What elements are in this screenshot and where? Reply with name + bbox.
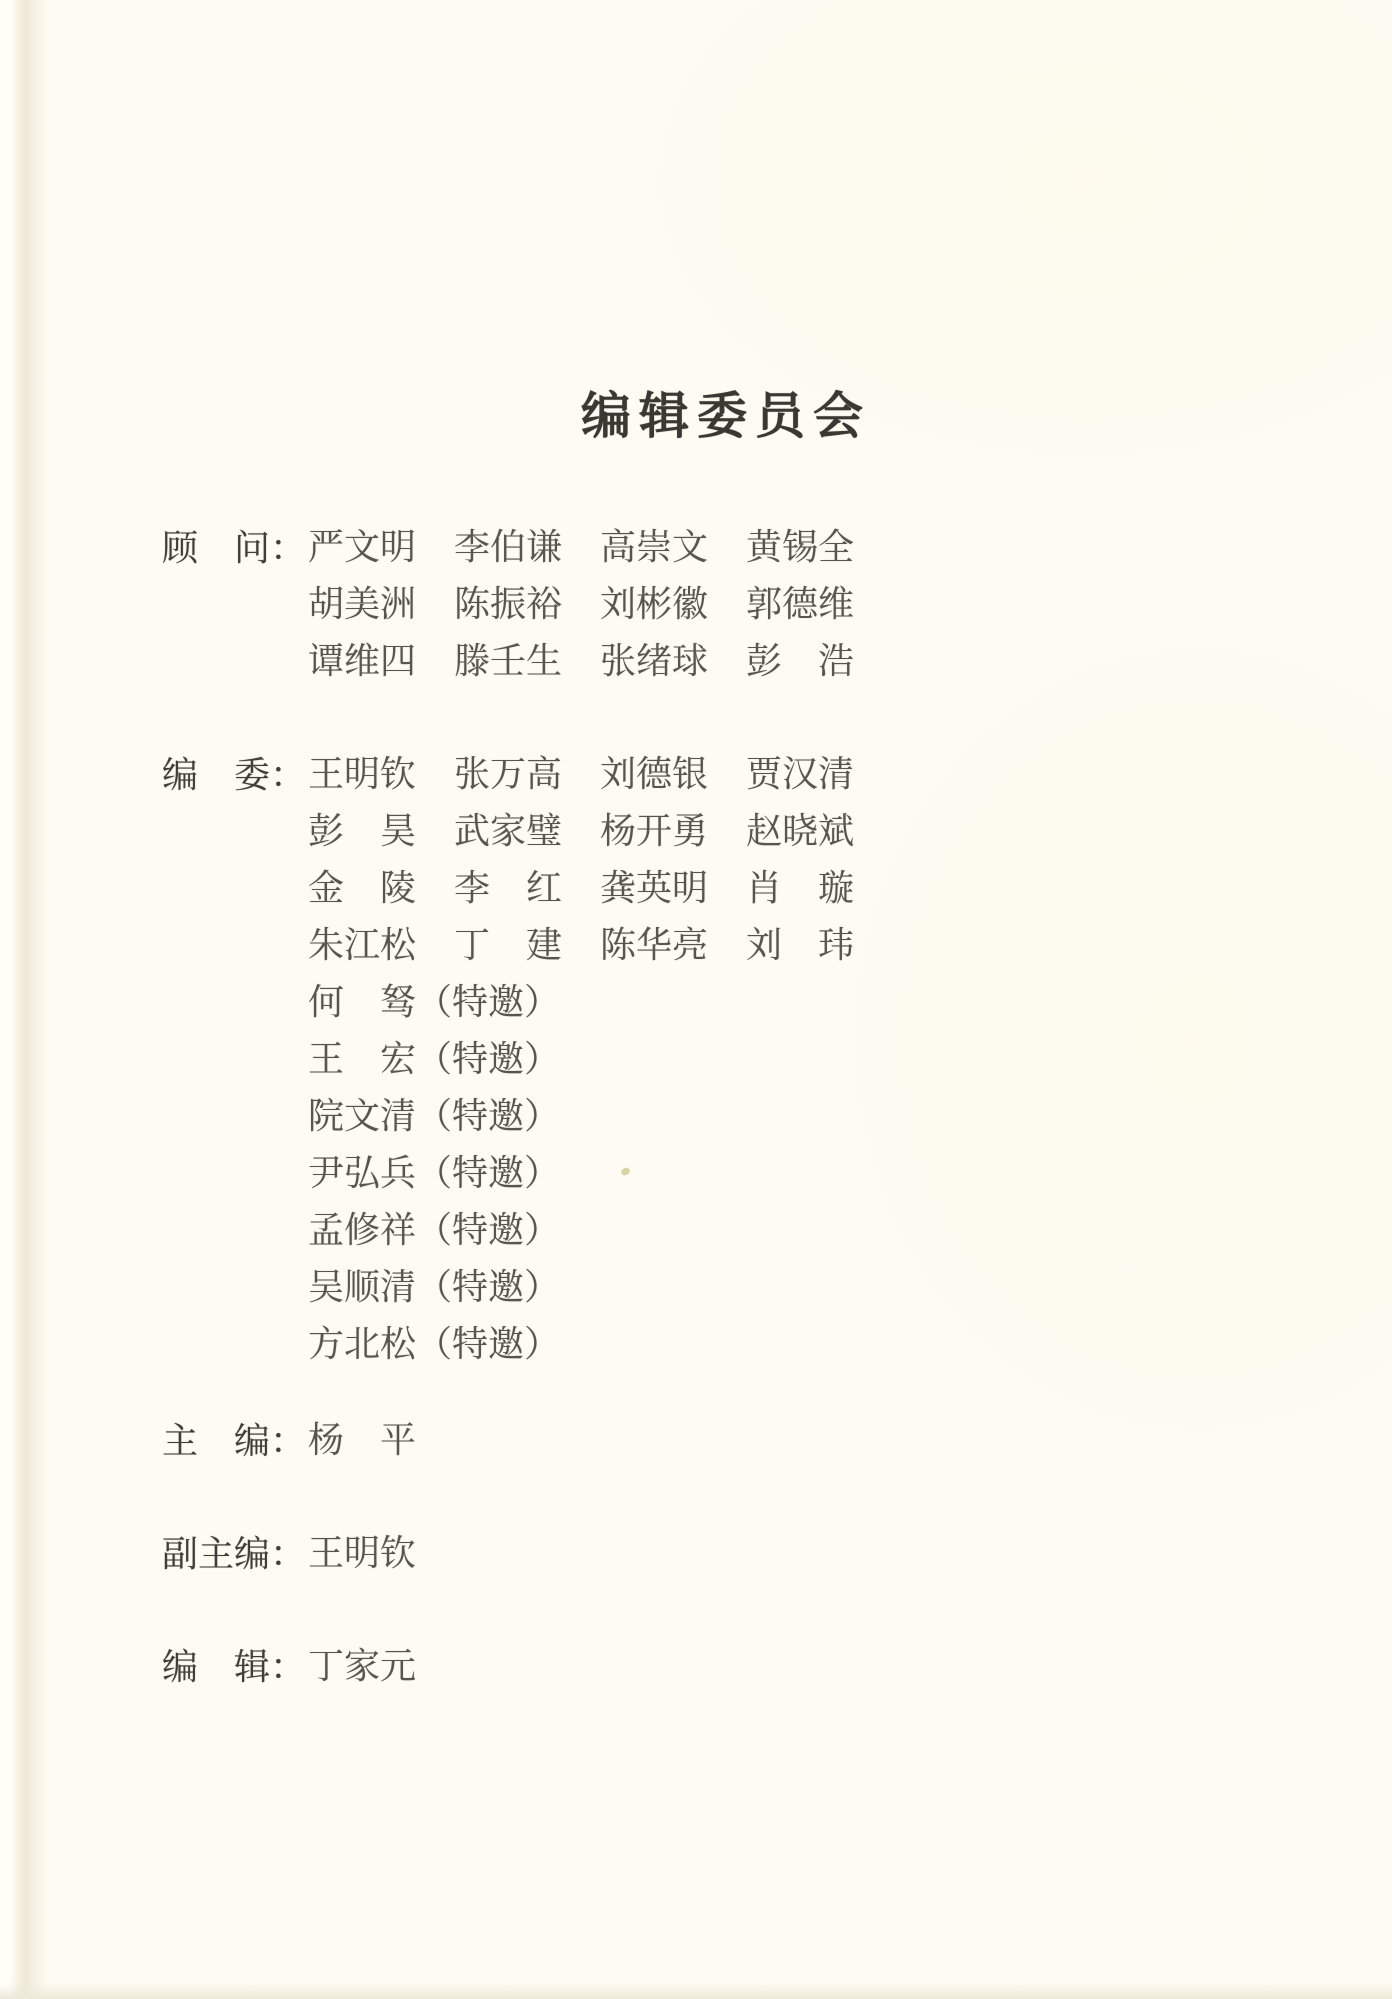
invited-member-row	[162, 1145, 892, 1202]
person-name: 李 红	[454, 868, 563, 908]
invited-member: 孟修祥（特邀）	[308, 1210, 561, 1250]
person-name: 陈华亮	[600, 925, 709, 965]
deputy-chief-editor-row	[162, 1525, 416, 1582]
advisors-row	[162, 519, 892, 576]
invited-member: 尹弘兵（特邀）	[308, 1153, 561, 1193]
editor-label: 编 辑：	[162, 1646, 307, 1687]
invited-member: 王 宏（特邀）	[308, 1039, 561, 1079]
person-name: 高崇文	[600, 527, 709, 567]
person-name: 严文明	[308, 527, 417, 567]
invited-member-row	[162, 1088, 892, 1145]
page-bottom-edge-shadow	[0, 1983, 1392, 1999]
person-name: 武家璧	[454, 811, 563, 851]
advisors-row	[162, 633, 892, 690]
editorial-board-row	[162, 746, 892, 803]
deputy-chief-editor-label: 副主编：	[162, 1533, 307, 1574]
person-name: 张万高	[454, 754, 563, 794]
person-name: 赵晓斌	[746, 811, 855, 851]
editorial-board-row	[162, 803, 892, 860]
person-name: 刘 玮	[746, 925, 855, 965]
advisors-section	[162, 519, 892, 690]
invited-member-row	[162, 1316, 892, 1373]
person-name: 龚英明	[600, 868, 709, 908]
person-name: 刘彬徽	[600, 584, 709, 624]
person-name: 刘德银	[600, 754, 709, 794]
person-name: 张绪球	[600, 641, 709, 681]
person-name: 丁家元	[308, 1646, 417, 1686]
editorial-board-row	[162, 860, 892, 917]
person-name: 王明钦	[308, 754, 417, 794]
editorial-board-section	[162, 746, 892, 1373]
page-title: 编辑委员会	[581, 388, 871, 444]
editorial-board-label: 编 委：	[162, 754, 307, 795]
person-name: 胡美洲	[308, 584, 417, 624]
person-name: 郭德维	[746, 584, 855, 624]
person-name: 李伯谦	[454, 527, 563, 567]
person-name: 贾汉清	[746, 754, 855, 794]
person-name: 肖 璇	[746, 868, 855, 908]
invited-member-row	[162, 974, 892, 1031]
invited-member-row	[162, 1202, 892, 1259]
editorial-board-row	[162, 917, 892, 974]
editor-row	[162, 1638, 416, 1695]
invited-member: 方北松（特邀）	[308, 1324, 561, 1364]
invited-member-row	[162, 1031, 892, 1088]
roles-section	[162, 1412, 416, 1751]
person-name: 彭 昊	[308, 811, 417, 851]
person-name: 陈振裕	[454, 584, 563, 624]
advisors-row	[162, 576, 892, 633]
person-name: 杨开勇	[600, 811, 709, 851]
person-name: 朱江松	[308, 925, 417, 965]
person-name: 金 陵	[308, 868, 417, 908]
advisors-label: 顾 问：	[162, 527, 307, 568]
person-name: 黄锡全	[746, 527, 855, 567]
invited-member: 吴顺清（特邀）	[308, 1267, 561, 1307]
person-name: 彭 浩	[746, 641, 855, 681]
chief-editor-label: 主 编：	[162, 1420, 307, 1461]
page-left-edge-shadow	[0, 0, 48, 1999]
person-name: 丁 建	[454, 925, 563, 965]
person-name: 滕壬生	[454, 641, 563, 681]
invited-member: 院文清（特邀）	[308, 1096, 561, 1136]
invited-member-row	[162, 1259, 892, 1316]
chief-editor-row	[162, 1412, 416, 1469]
person-name: 谭维四	[308, 641, 417, 681]
person-name: 杨 平	[308, 1420, 417, 1460]
invited-member: 何 驽（特邀）	[308, 982, 561, 1022]
person-name: 王明钦	[308, 1533, 417, 1573]
